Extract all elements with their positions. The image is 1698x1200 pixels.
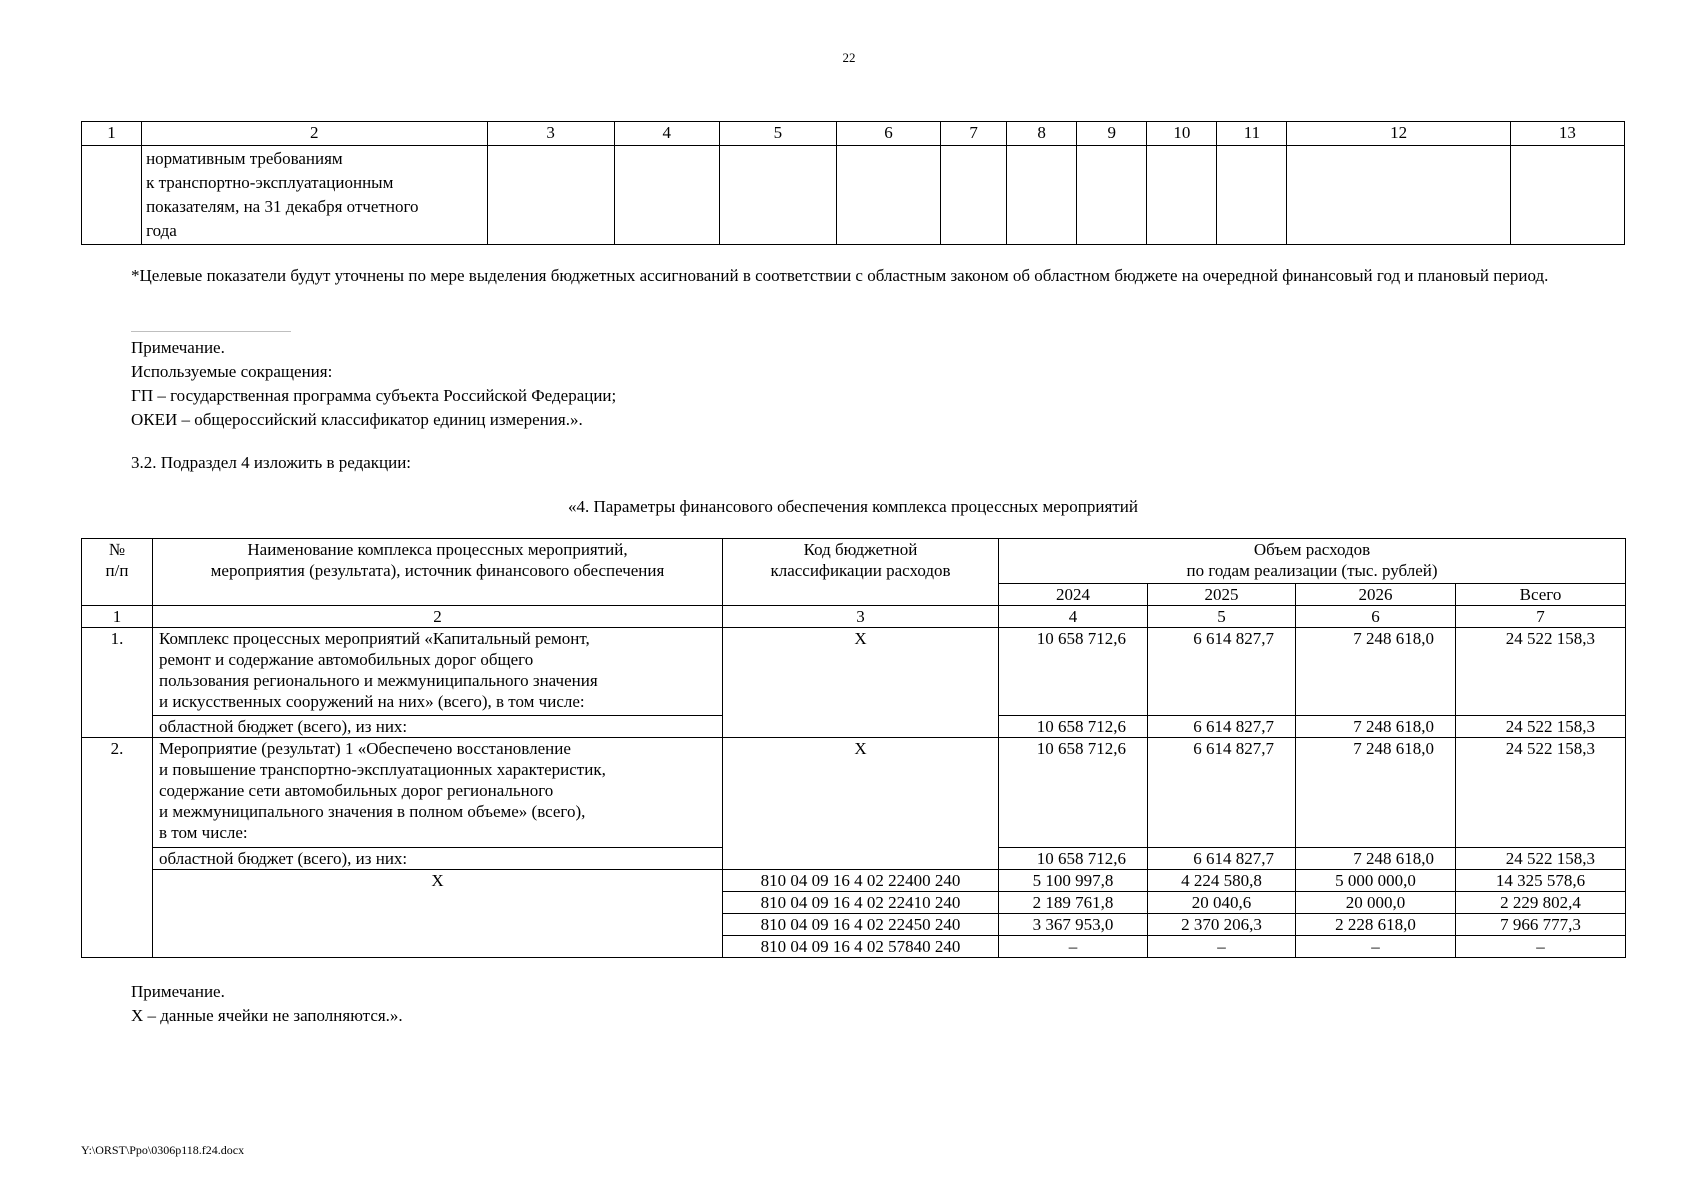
- value-cell: 7 248 618,0: [1296, 716, 1456, 738]
- table-cell: [719, 146, 836, 245]
- code-cell: 810 04 09 16 4 02 22410 240: [723, 892, 999, 914]
- value-cell: 6 614 827,7: [1148, 628, 1296, 716]
- text-line: показателям, на 31 декабря отчетного: [146, 197, 419, 216]
- name-cell: Х: [153, 870, 723, 958]
- header-line: классификации расходов: [770, 561, 951, 580]
- header-line: Код бюджетной: [803, 540, 918, 559]
- note-line: ГП – государственная программа субъекта Российской Федерации;: [131, 386, 617, 405]
- table-cell: [1007, 146, 1077, 245]
- note-line: Используемые сокращения:: [131, 362, 333, 381]
- total-header: Всего: [1456, 584, 1626, 606]
- column-number: 6: [1296, 606, 1456, 628]
- column-number: 12: [1287, 122, 1510, 146]
- value-cell: 3 367 953,0: [999, 914, 1148, 936]
- header-line: п/п: [105, 561, 129, 580]
- column-number: 1: [82, 606, 153, 628]
- text-line: и повышение транспортно-эксплуатационных характеристик,: [159, 760, 606, 779]
- column-number: 10: [1147, 122, 1217, 146]
- code-cell: Х: [723, 738, 999, 870]
- text-line: пользования регионального и межмуниципального значения: [159, 671, 598, 690]
- footnote: *Целевые показатели будут уточнены по мере выделения бюджетных ассигнований в соответствии с областным законом об областном бюджете на очередной финансовый год и плановый период.: [131, 266, 1549, 285]
- cells-note: [131, 980, 403, 1028]
- column-number: 7: [941, 122, 1007, 146]
- table-cell: [1287, 146, 1510, 245]
- header-line: Наименование комплекса процессных мероприятий,: [247, 540, 628, 559]
- column-number: 6: [836, 122, 940, 146]
- column-number: 1: [82, 122, 142, 146]
- value-cell: 7 248 618,0: [1296, 738, 1456, 848]
- value-cell: 5 000 000,0: [1296, 870, 1456, 892]
- table-cell: [1510, 146, 1624, 245]
- name-cell: [153, 738, 723, 848]
- text-line: Мероприятие (результат) 1 «Обеспечено восстановление: [159, 739, 571, 758]
- value-cell: –: [999, 936, 1148, 958]
- column-number: 7: [1456, 606, 1626, 628]
- table-cell: [1147, 146, 1217, 245]
- value-cell: 10 658 712,6: [999, 848, 1148, 870]
- text-line: нормативным требованиям: [146, 149, 343, 168]
- value-cell: 20 040,6: [1148, 892, 1296, 914]
- text-line: к транспортно-эксплуатационным: [146, 173, 394, 192]
- header-line: Объем расходов: [1253, 540, 1371, 559]
- value-cell: 4 224 580,8: [1148, 870, 1296, 892]
- text-line: содержание сети автомобильных дорог регионального: [159, 781, 554, 800]
- column-number: 5: [1148, 606, 1296, 628]
- clause-text: 3.2. Подраздел 4 изложить в редакции:: [131, 453, 412, 472]
- text-line: в том числе:: [159, 823, 248, 842]
- column-number: 5: [719, 122, 836, 146]
- value-cell: 20 000,0: [1296, 892, 1456, 914]
- code-cell: 810 04 09 16 4 02 57840 240: [723, 936, 999, 958]
- value-cell: 7 248 618,0: [1296, 628, 1456, 716]
- total-cell: 24 522 158,3: [1456, 848, 1626, 870]
- table-row: [82, 870, 1626, 892]
- value-cell: –: [1296, 936, 1456, 958]
- indicator-name-cell: [142, 146, 487, 245]
- table-cell: [82, 146, 142, 245]
- column-number: 3: [487, 122, 614, 146]
- value-cell: 6 614 827,7: [1148, 848, 1296, 870]
- column-number: 9: [1077, 122, 1147, 146]
- column-number: 11: [1217, 122, 1287, 146]
- column-number: 8: [1007, 122, 1077, 146]
- value-cell: 5 100 997,8: [999, 870, 1148, 892]
- text-line: и межмуниципального значения в полном объеме» (всего),: [159, 802, 586, 821]
- value-cell: 2 370 206,3: [1148, 914, 1296, 936]
- indicators-table-continuation: [81, 121, 1625, 245]
- abbreviations-note: [131, 336, 616, 432]
- note-title: Примечание.: [131, 982, 225, 1001]
- total-cell: 2 229 802,4: [1456, 892, 1626, 914]
- column-number: 2: [142, 122, 487, 146]
- total-cell: 7 966 777,3: [1456, 914, 1626, 936]
- note-title: Примечание.: [131, 338, 225, 357]
- value-cell: 7 248 618,0: [1296, 848, 1456, 870]
- total-cell: 24 522 158,3: [1456, 738, 1626, 848]
- header-line: по годам реализации (тыс. рублей): [1186, 561, 1438, 580]
- column-number-row: [82, 122, 1625, 146]
- table-row: [82, 738, 1626, 848]
- table-cell: [1217, 146, 1287, 245]
- total-cell: –: [1456, 936, 1626, 958]
- page-number: 22: [842, 50, 856, 65]
- note-line: Х – данные ячейки не заполняются.».: [131, 1006, 403, 1025]
- code-cell: 810 04 09 16 4 02 22400 240: [723, 870, 999, 892]
- section-title: «4. Параметры финансового обеспечения комплекса процессных мероприятий: [568, 497, 1138, 516]
- table-cell: [836, 146, 940, 245]
- table-cell: [1077, 146, 1147, 245]
- row-number: 2.: [82, 738, 153, 958]
- table-cell: [487, 146, 614, 245]
- value-cell: 6 614 827,7: [1148, 738, 1296, 848]
- total-cell: 24 522 158,3: [1456, 716, 1626, 738]
- column-number: 4: [999, 606, 1148, 628]
- column-number: 3: [723, 606, 999, 628]
- code-header: [723, 539, 999, 606]
- text-line: и искусственных сооружений на них» (всего), в том числе:: [159, 692, 585, 711]
- column-number-row: [82, 606, 1626, 628]
- code-cell: 810 04 09 16 4 02 22450 240: [723, 914, 999, 936]
- footnote-separator: [131, 331, 291, 332]
- value-cell: 10 658 712,6: [999, 628, 1148, 716]
- column-number: 13: [1510, 122, 1624, 146]
- year-header: 2026: [1296, 584, 1456, 606]
- text-line: ремонт и содержание автомобильных дорог общего: [159, 650, 534, 669]
- value-cell: 10 658 712,6: [999, 738, 1148, 848]
- name-header: [153, 539, 723, 606]
- value-cell: 10 658 712,6: [999, 716, 1148, 738]
- year-header: 2025: [1148, 584, 1296, 606]
- table-cell: [614, 146, 719, 245]
- value-cell: 2 228 618,0: [1296, 914, 1456, 936]
- value-cell: 2 189 761,8: [999, 892, 1148, 914]
- table-cell: [941, 146, 1007, 245]
- year-header: 2024: [999, 584, 1148, 606]
- code-cell: Х: [723, 628, 999, 738]
- num-header: [82, 539, 153, 606]
- text-line: года: [146, 221, 177, 240]
- column-number: 2: [153, 606, 723, 628]
- row-number: 1.: [82, 628, 153, 738]
- header-line: мероприятия (результата), источник финансового обеспечения: [210, 561, 665, 580]
- name-cell: областной бюджет (всего), из них:: [153, 716, 723, 738]
- name-cell: [153, 628, 723, 716]
- file-path-footer: Y:\ORST\Ppo\0306p118.f24.docx: [81, 1143, 245, 1157]
- table-row: [82, 146, 1625, 245]
- name-cell: областной бюджет (всего), из них:: [153, 848, 723, 870]
- column-number: 4: [614, 122, 719, 146]
- header-row: [82, 539, 1626, 584]
- total-cell: 14 325 578,6: [1456, 870, 1626, 892]
- financing-parameters-table: [81, 538, 1626, 958]
- table-row: [82, 628, 1626, 716]
- total-cell: 24 522 158,3: [1456, 628, 1626, 716]
- text-line: Комплекс процессных мероприятий «Капитальный ремонт,: [159, 629, 590, 648]
- value-cell: 6 614 827,7: [1148, 716, 1296, 738]
- expenses-header: [999, 539, 1626, 584]
- value-cell: –: [1148, 936, 1296, 958]
- header-line: №: [108, 540, 126, 559]
- note-line: ОКЕИ – общероссийский классификатор единиц измерения.».: [131, 410, 583, 429]
